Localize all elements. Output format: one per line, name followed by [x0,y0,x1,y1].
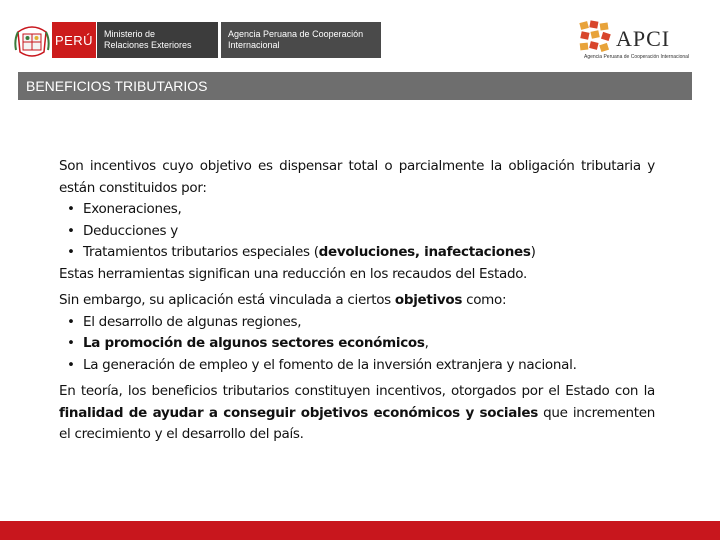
theory-paragraph [59,381,655,446]
bullet-icon: • [67,356,75,373]
list-item-bold: La promoción de algunos sectores económicos [83,335,425,351]
agency-line-2: Internacional [228,40,280,50]
objectives-bold: objetivos [394,292,463,308]
benefits-list [59,199,655,264]
list-item [59,312,655,334]
list-item-bold: devoluciones, inafectaciones [318,244,531,260]
apci-logo-caption: Agencia Peruana de Cooperación Internacional [584,54,690,60]
objectives-list [59,312,655,377]
list-item-text: Deducciones y [83,222,178,239]
apci-logo-text: APCI [616,26,671,51]
list-item-text-end: ) [530,244,536,260]
list-item [59,199,655,221]
agency-line-1: Agencia Peruana de Cooperación [228,29,364,39]
objectives-text: Sin embargo, su aplicación está vinculada a ciertos [59,292,395,308]
list-item [59,221,655,243]
country-label: PERÚ [52,22,96,58]
bullet-icon: • [67,201,75,217]
theory-bold: finalidad de ayudar a conseguir objetivos económicos y sociales [59,404,538,421]
theory-text: En teoría, los beneficios tributarios constituyen incentivos, otorgados por el Estado con la [59,383,655,399]
coat-of-arms-icon [14,22,50,60]
ministry-line-2: Relaciones Exteriores [104,40,192,50]
list-item [59,333,655,355]
list-item-text: Exoneraciones, [83,201,182,217]
intro-paragraph: Son incentivos cuyo objetivo es dispensar total o parcialmente la obligación tributaria y están constituidos por: [59,158,655,196]
ministry-line-1: Ministerio de [104,29,156,39]
list-item-text: La generación de empleo y el fomento de la inversión extranjera y nacional. [83,356,577,373]
bullet-icon: • [67,222,75,239]
theory-text-end: que incrementen el crecimiento y el desarrollo del país. [59,404,655,442]
ministry-label [97,22,218,58]
apci-mosaic-icon [578,20,614,56]
list-item-text: El desarrollo de algunas regiones, [83,313,302,330]
bullet-icon: • [67,313,75,330]
slide-body [59,156,655,446]
list-item-text-end: , [424,335,429,351]
list-item-text: Tratamientos tributarios especiales ( [83,244,319,260]
objectives-paragraph [59,290,655,312]
summary-paragraph: Estas herramientas significan una reducción en los recaudos del Estado. [59,265,527,282]
bullet-icon: • [67,244,75,260]
slide-title: BENEFICIOS TRIBUTARIOS [18,72,692,100]
bullet-icon: • [67,335,75,351]
footer-bar [0,521,720,540]
list-item [59,242,655,264]
agency-label [221,22,381,58]
list-item [59,355,655,377]
objectives-text-end: como: [462,292,507,308]
header [0,0,720,72]
apci-logo [578,18,696,66]
